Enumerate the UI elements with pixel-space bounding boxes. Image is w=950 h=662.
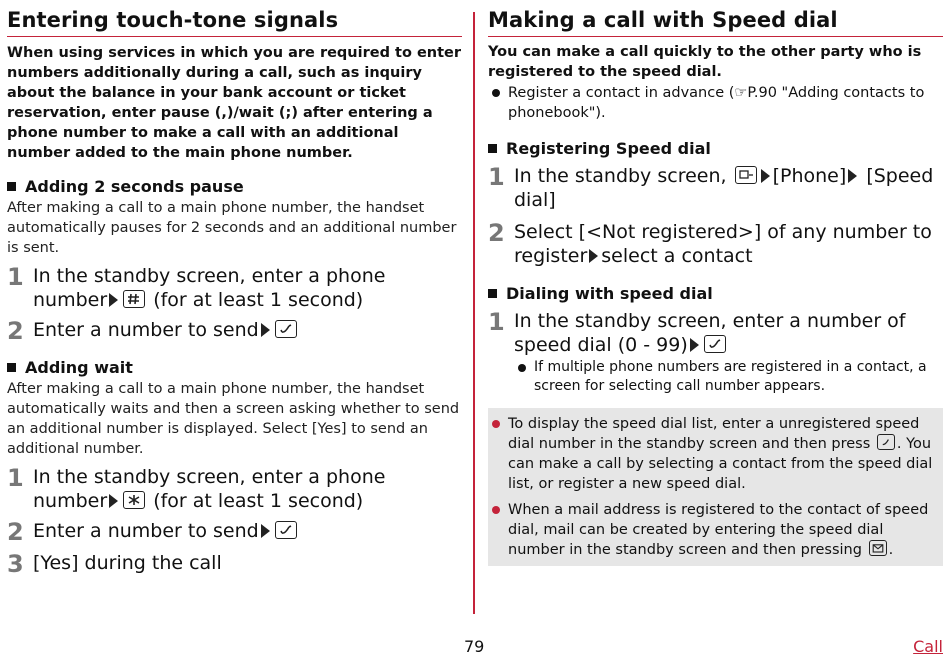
step-text: In the standby screen, enter a number of speed dial (0 - 99) — [514, 310, 906, 356]
page-number: 79 — [464, 637, 485, 656]
step-number: 1 — [7, 263, 24, 291]
step-text-suffix: (for at least 1 second) — [153, 289, 364, 311]
step-text-submenu: [Speed dial] — [514, 165, 934, 211]
bullet-dot-icon — [518, 364, 526, 372]
asterisk-key-icon — [123, 491, 145, 509]
step-text-menu: [Phone] — [772, 165, 847, 187]
pause-description: After making a call to a main phone number, the handset automatically pauses for 2 seconds and an additional number is sent. — [7, 200, 457, 256]
dialing-step-1 — [488, 309, 943, 357]
note-2-text-end: . — [888, 542, 894, 558]
mail-key-icon — [869, 540, 887, 556]
step-text: Enter a number to send — [33, 319, 259, 341]
bullet-dot-icon — [492, 506, 500, 514]
subheading-wait — [7, 358, 462, 377]
register-step-2 — [488, 220, 943, 268]
subheading-dialing-label: Dialing with speed dial — [506, 284, 713, 303]
subheading-dialing — [488, 284, 943, 303]
bullet-dot-icon — [492, 420, 500, 428]
step-text: [Yes] during the call — [33, 552, 222, 574]
square-bullet-icon — [7, 182, 16, 191]
section-title-speed-dial: Making a call with Speed dial — [488, 8, 943, 37]
hash-key-icon — [123, 290, 145, 308]
arrow-icon — [109, 494, 118, 508]
arrow-icon — [761, 169, 770, 183]
step-text: Select [<Not registered>] of any number to register — [514, 221, 932, 267]
dialing-bullet-text: If multiple phone numbers are registered in a contact, a screen for selecting call number appears. — [534, 359, 927, 394]
section-link-call[interactable]: Call — [913, 637, 943, 656]
step-text: Enter a number to send — [33, 520, 259, 542]
arrow-icon — [690, 338, 699, 352]
arrow-icon — [261, 524, 270, 538]
square-bullet-icon — [488, 289, 497, 298]
step-text-suffix: (for at least 1 second) — [153, 490, 364, 512]
step-text: In the standby screen, enter a phone number — [33, 466, 386, 512]
notes-box — [488, 408, 943, 566]
wait-step-3 — [7, 551, 462, 577]
note-2-text: When a mail address is registered to the contact of speed dial, mail can be created by entering the speed dial number in the standby screen and then pressing — [508, 502, 929, 558]
subheading-registering-label: Registering Speed dial — [506, 139, 711, 158]
note-item-2 — [488, 500, 937, 560]
arrow-icon — [589, 249, 598, 263]
step-text-suffix: select a contact — [601, 245, 753, 267]
step-text: In the standby screen, enter a phone number — [33, 265, 386, 311]
square-bullet-icon — [7, 363, 16, 372]
intro-bullet-text: Register a contact in advance (☞P.90 "Adding contacts to phonebook"). — [508, 85, 925, 121]
speed-dial-intro: You can make a call quickly to the other party who is registered to the speed dial. — [488, 44, 922, 80]
step-number: 3 — [7, 550, 24, 578]
bullet-dot-icon — [492, 89, 500, 97]
call-key-icon — [275, 320, 297, 338]
dialing-bullet — [514, 358, 943, 396]
step-number: 1 — [7, 464, 24, 492]
pause-step-1 — [7, 264, 462, 312]
note-item-1 — [488, 414, 937, 494]
step-number: 2 — [7, 518, 24, 546]
call-key-icon — [877, 434, 895, 450]
note-1-text-end: . You can make a call by selecting a contact from the speed dial list, or register a new speed dial. — [508, 436, 933, 492]
subheading-pause-label: Adding 2 seconds pause — [25, 177, 244, 196]
column-divider — [473, 12, 475, 614]
wait-description: After making a call to a main phone number, the handset automatically waits and then a screen asking whether to send an additional number is displayed. Select [Yes] to send an additional number. — [7, 381, 460, 457]
subheading-registering — [488, 139, 943, 158]
left-column — [7, 8, 462, 577]
intro-bullet — [488, 83, 943, 123]
right-column — [488, 8, 943, 566]
wait-step-1 — [7, 465, 462, 513]
arrow-icon — [109, 293, 118, 307]
arrow-icon — [261, 323, 270, 337]
subheading-wait-label: Adding wait — [25, 358, 133, 377]
call-key-icon — [704, 335, 726, 353]
call-key-icon — [275, 521, 297, 539]
intro-text: When using services in which you are required to enter numbers additionally during a call, such as inquiry about the balance in your bank account or ticket reservation, enter pause (,)/wait (;) after entering a phone number to make a call with an additional number added to the main phone number. — [7, 45, 462, 161]
note-1-text: To display the speed dial list, enter a unregistered speed dial number in the standby screen and then press — [508, 416, 920, 452]
arrow-icon — [848, 169, 857, 183]
step-number: 2 — [7, 317, 24, 345]
step-number: 2 — [488, 219, 505, 247]
step-number: 1 — [488, 308, 505, 336]
register-step-1 — [488, 164, 943, 212]
pause-step-2 — [7, 318, 462, 344]
menu-key-icon — [735, 166, 757, 184]
square-bullet-icon — [488, 144, 497, 153]
wait-step-2 — [7, 519, 462, 545]
step-text: In the standby screen, — [514, 165, 727, 187]
step-number: 1 — [488, 163, 505, 191]
subheading-pause — [7, 177, 462, 196]
section-title-touch-tone: Entering touch-tone signals — [7, 8, 462, 37]
